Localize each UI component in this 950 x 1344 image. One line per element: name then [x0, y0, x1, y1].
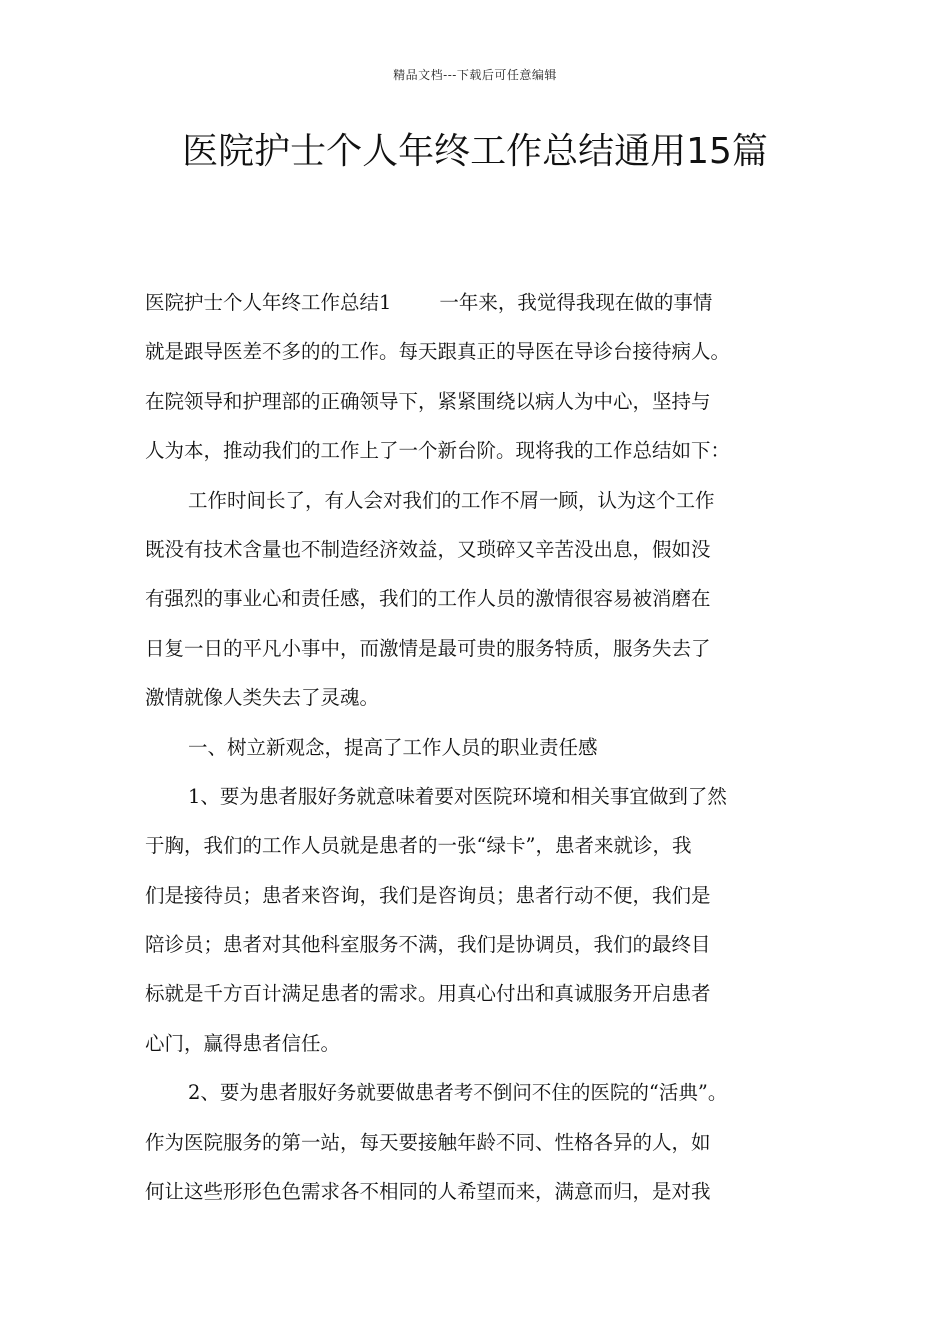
body-line: 既没有技术含量也不制造经济效益，又琐碎又辛苦没出息，假如没 — [145, 537, 711, 561]
body-line: 在院领导和护理部的正确领导下，紧紧围绕以病人为中心，坚持与 — [145, 389, 711, 413]
body-line: 1、要为患者服好务就意味着要对医院环境和相关事宜做到了然 — [188, 784, 727, 808]
body-line: 工作时间长了，有人会对我们的工作不屑一顾，认为这个工作 — [188, 488, 715, 512]
body-line — [145, 278, 809, 327]
body-line: 们是接待员；患者来咨询，我们是咨询员；患者行动不便，我们是 — [145, 883, 711, 907]
body-line: 有强烈的事业心和责任感，我们的工作人员的激情很容易被消磨在 — [145, 587, 711, 611]
subheading: 一、树立新观念，提高了工作人员的职业责任感 — [188, 735, 598, 759]
body-line: 2、要为患者服好务就要做患者考不倒问不住的医院的“活典”。 — [188, 1081, 728, 1105]
body-line: 于胸，我们的工作人员就是患者的一张“绿卡”，患者来就诊，我 — [145, 834, 692, 858]
document-body — [145, 278, 809, 1216]
body-text-segment: 一年来，我觉得我现在做的事情 — [439, 291, 713, 314]
body-line: 就是跟导医差不多的的工作。每天跟真正的导医在导诊台接待病人。 — [145, 340, 731, 364]
body-line: 心门，赢得患者信任。 — [145, 1031, 341, 1055]
body-line: 作为医院服务的第一站，每天要接触年龄不同、性格各异的人，如 — [145, 1130, 711, 1154]
body-line: 人为本，推动我们的工作上了一个新台阶。现将我的工作总结如下： — [145, 439, 731, 463]
document-title: 医院护士个人年终工作总结通用15篇 — [182, 131, 768, 172]
body-line: 标就是千方百计满足患者的需求。用真心付出和真诚服务开启患者 — [145, 982, 711, 1006]
body-line: 日复一日的平凡小事中，而激情是最可贵的服务特质，服务失去了 — [145, 636, 711, 660]
body-line: 何让这些形形色色需求各不相同的人希望而来，满意而归，是对我 — [145, 1180, 711, 1204]
body-line: 激情就像人类失去了灵魂。 — [145, 686, 380, 710]
header-note: 精品文档---下载后可任意编辑 — [393, 68, 557, 82]
body-line: 陪诊员；患者对其他科室服务不满，我们是协调员，我们的最终目 — [145, 933, 711, 957]
section-heading: 医院护士个人年终工作总结1 — [145, 291, 392, 314]
